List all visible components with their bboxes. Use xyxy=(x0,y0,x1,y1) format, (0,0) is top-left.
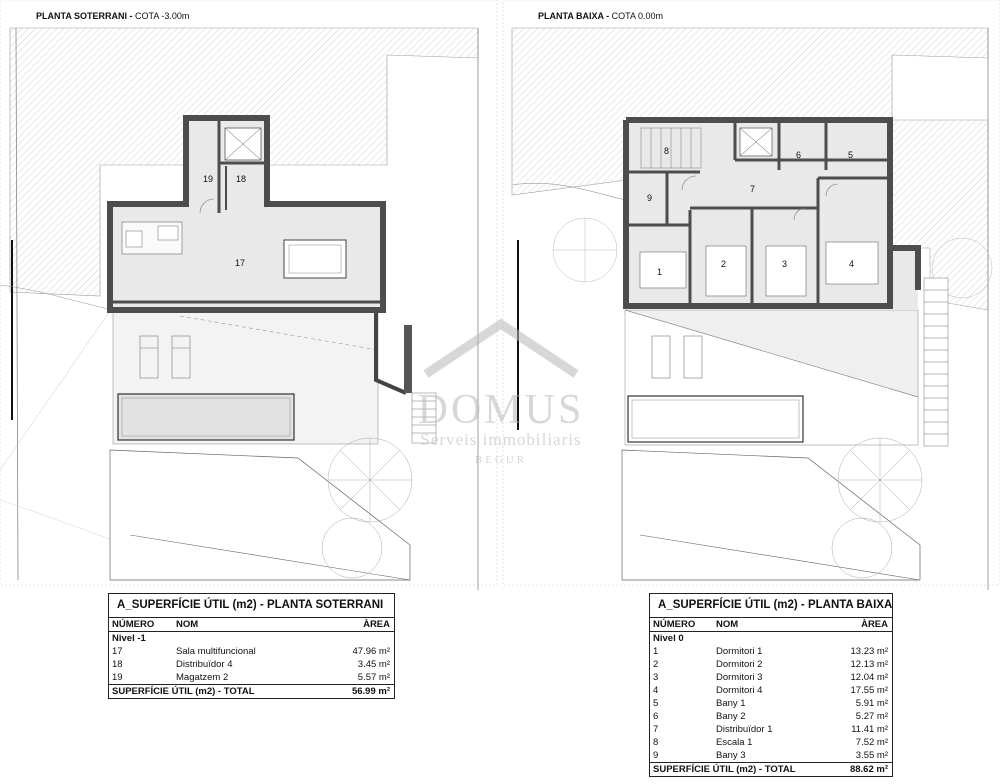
room-label-19: 19 xyxy=(203,174,214,184)
row-area: 3.55 m² xyxy=(855,750,888,761)
room-label-3: 3 xyxy=(782,259,788,269)
table-row xyxy=(650,723,892,736)
plan-title-basement-bold: PLANTA SOTERRANI - xyxy=(36,11,133,21)
total-value: 56.99 m² xyxy=(351,686,390,697)
room-label-5: 5 xyxy=(848,150,854,160)
total-label: SUPERFÍCIE ÚTIL (m2) - TOTAL xyxy=(112,686,255,697)
watermark-city: BEGUR xyxy=(474,454,528,466)
pool-ground xyxy=(628,396,803,442)
row-num: 2 xyxy=(653,659,659,670)
header-num: NÚMERO xyxy=(112,619,155,630)
row-name: Dormitori 1 xyxy=(716,646,763,657)
table-total xyxy=(109,684,394,698)
row-num: 17 xyxy=(112,646,123,657)
table-row xyxy=(650,749,892,762)
plan-basement xyxy=(0,0,497,590)
plan-title-ground-bold: PLANTA BAIXA - xyxy=(538,11,610,21)
row-name: Escala 1 xyxy=(716,737,753,748)
table-row xyxy=(650,697,892,710)
row-name: Distribuïdor 1 xyxy=(716,724,773,735)
header-name: NOM xyxy=(176,619,199,630)
table-row xyxy=(109,671,394,684)
row-num: 7 xyxy=(653,724,659,735)
row-area: 5.57 m² xyxy=(357,672,390,683)
room-label-2: 2 xyxy=(721,259,727,269)
room-label-4: 4 xyxy=(849,259,855,269)
row-area: 11.41 m² xyxy=(851,724,888,735)
watermark-subtitle: Serveis immobiliaris xyxy=(420,430,582,449)
total-label: SUPERFÍCIE ÚTIL (m2) - TOTAL xyxy=(653,764,796,775)
table-header xyxy=(109,618,394,632)
row-area: 12.13 m² xyxy=(850,659,888,670)
row-area: 5.27 m² xyxy=(855,711,888,722)
pool xyxy=(118,394,294,440)
row-name: Bany 3 xyxy=(716,750,746,761)
table-row xyxy=(650,736,892,749)
level-label: Nivel -1 xyxy=(112,633,146,644)
row-name: Bany 1 xyxy=(716,698,746,709)
room-label-8: 8 xyxy=(664,146,670,156)
room-label-18: 18 xyxy=(236,174,247,184)
header-area: ÀREA xyxy=(363,619,390,630)
row-area: 13.23 m² xyxy=(850,646,888,657)
room-label-1: 1 xyxy=(657,267,663,277)
total-value: 88.62 m² xyxy=(849,764,888,775)
row-name: Dormitori 4 xyxy=(716,685,763,696)
table-total xyxy=(650,762,892,776)
row-area: 3.45 m² xyxy=(357,659,390,670)
row-num: 19 xyxy=(112,672,123,683)
room-label-9: 9 xyxy=(647,193,653,203)
room-label-7: 7 xyxy=(750,184,756,194)
row-name: Bany 2 xyxy=(716,711,746,722)
table-title: A_SUPERFÍCIE ÚTIL (m2) - PLANTA BAIXA xyxy=(650,594,892,618)
row-name: Magatzem 2 xyxy=(176,672,229,683)
table-level xyxy=(109,632,394,645)
row-num: 18 xyxy=(112,659,123,670)
header-name: NOM xyxy=(716,619,739,630)
row-area: 47.96 m² xyxy=(352,646,390,657)
row-num: 5 xyxy=(653,698,659,709)
plan-title-ground-level: COTA 0.00m xyxy=(609,11,664,21)
row-num: 6 xyxy=(653,711,659,722)
pool-table xyxy=(284,240,346,278)
row-name: Sala multifuncional xyxy=(176,646,256,657)
table-title: A_SUPERFÍCIE ÚTIL (m2) - PLANTA SOTERRANI xyxy=(109,594,394,618)
table-header xyxy=(650,618,892,632)
plan-ground xyxy=(503,0,1000,590)
row-area: 5.91 m² xyxy=(855,698,888,709)
row-num: 9 xyxy=(653,750,659,761)
row-area: 12.04 m² xyxy=(850,672,888,683)
row-name: Distribuïdor 4 xyxy=(176,659,233,670)
room-label-17: 17 xyxy=(235,258,246,268)
table-row xyxy=(650,671,892,684)
table-row xyxy=(109,645,394,658)
row-area: 7.52 m² xyxy=(855,737,888,748)
table-row xyxy=(109,658,394,671)
table-row xyxy=(650,658,892,671)
table-level xyxy=(650,632,892,645)
area-table-ground xyxy=(649,593,893,777)
row-name: Dormitori 2 xyxy=(716,659,763,670)
table-row xyxy=(650,645,892,658)
row-num: 1 xyxy=(653,646,659,657)
header-num: NÚMERO xyxy=(653,619,696,630)
area-table-basement xyxy=(108,593,395,699)
level-label: Nivel 0 xyxy=(653,633,684,644)
row-name: Dormitori 3 xyxy=(716,672,763,683)
table-row xyxy=(650,710,892,723)
row-num: 3 xyxy=(653,672,659,683)
room-label-6: 6 xyxy=(796,150,802,160)
header-area: ÀREA xyxy=(861,619,888,630)
row-num: 8 xyxy=(653,737,659,748)
row-area: 17.55 m² xyxy=(850,685,888,696)
row-num: 4 xyxy=(653,685,659,696)
watermark-brand: DOMUS xyxy=(417,387,585,433)
table-row xyxy=(650,684,892,697)
plan-title-basement-level: COTA -3.00m xyxy=(132,11,190,21)
